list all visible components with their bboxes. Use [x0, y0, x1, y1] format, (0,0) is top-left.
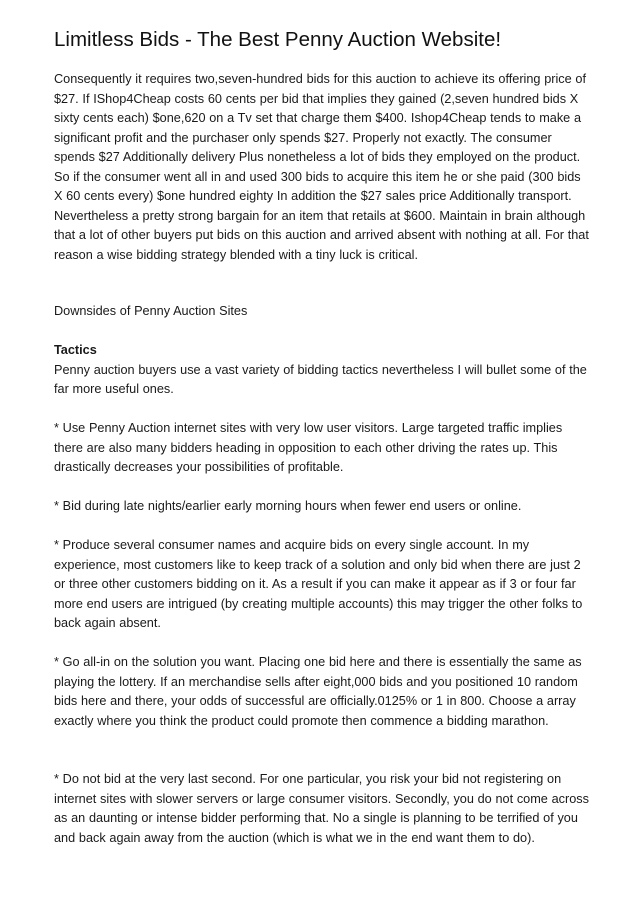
tip-paragraph: * Produce several consumer names and acquire bids on every single account. In my experience, most customers like to keep track of a solution and only bid when there are just 2 or three other customers bidding on it. As a result if you can make it appear as if 3 or four far more end users are intrigued (by creating multiple accounts) this may trigger the other folks to back again absent.	[54, 538, 583, 631]
tip-paragraph: * Go all-in on the solution you want. Placing one bid here and there is essentially the same as playing the lottery. If an merchandise sells after eight,000 bids and you positioned 10 random bids here and there, your odds of successful are officially.0125% or 1 in 800. Choose a array exactly where you think the product could promote then commence a bidding marathon.	[54, 655, 582, 728]
tip-paragraph: * Bid during late nights/earlier early morning hours when fewer end users or online.	[54, 499, 522, 513]
tip-paragraph: * Do not bid at the very last second. For one particular, you risk your bid not registering on internet sites with slower servers or large consumer visitors. Secondly, you do not come across as an daunting or intense bidder performing that. No a single is planning to be terrified of you and back again away from the auction (which is what we in the end want them to do).	[54, 772, 589, 845]
tip-paragraph: * Use Penny Auction internet sites with very low user visitors. Large targeted traffic implies there are also many bidders heading in opposition to each other driving the rates up. This drastically decreases your possibilities of profitable.	[54, 421, 563, 475]
intro-paragraph: Consequently it requires two,seven-hundred bids for this auction to achieve its offering price of $27. If IShop4Cheap costs 60 cents per bid that implies they gained (2,seven hundred bids X sixty cents each) $one,620 on a Tv set that charge them $400. Ishop4Cheap tends to make a significant profit and the purchaser only spends $27. Properly not exactly. The consumer spends $27 Additionally delivery Plus nonetheless a lot of bids they employed on the product. So if the consumer went all in and used 300 bids to acquire this item he or she paid (300 bids X 60 cents every) $one hundred eighty In addition the $27 sales price Additionally transport. Nevertheless a pretty strong bargain for an item that retails at $600. Maintain in brain although that a lot of other buyers put bids on this auction and arrived absent with nothing at all. For that reason a wise bidding strategy blended with a tiny luck is critical.	[54, 72, 589, 262]
page-title: Limitless Bids - The Best Penny Auction Website!	[54, 28, 502, 51]
tactics-heading: Tactics	[54, 343, 97, 357]
downsides-paragraph: Downsides of Penny Auction Sites	[54, 304, 248, 318]
tactics-intro-paragraph: Penny auction buyers use a vast variety of bidding tactics nevertheless I will bullet some of the far more useful ones.	[54, 362, 587, 397]
